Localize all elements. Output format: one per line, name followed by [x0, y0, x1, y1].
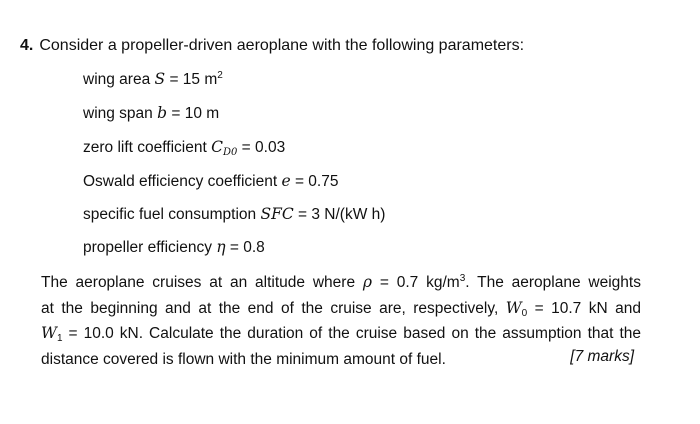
param-wing-span: wing span b = 10 m [83, 104, 220, 122]
param-wing-area: wing area S = 15 $m^2$ [83, 70, 223, 88]
param-specific-fuel-consumption: specific fuel consumption SFC = 3 N/(kW h) [83, 205, 386, 223]
param-propeller-efficiency: propeller efficiency η = 0.8 [83, 238, 265, 256]
marks-label: [7 marks] [570, 348, 634, 365]
param-zero-lift-coefficient: zero lift coefficient $C_{D0} = 0.03$ [83, 138, 286, 158]
problem-paragraph [41, 270, 641, 372]
paragraph-line-2: at the beginning and at the end of the cruise are, respectively, $W_0 = 10.7$ kN and [41, 298, 641, 319]
question-heading [20, 36, 524, 56]
paragraph-line-1: The aeroplane cruises at an altitude where ρ = 0.7 $kg/m^3$. The aeroplane weights [41, 273, 641, 291]
paragraph-line-3: $W_1 = 10.0$ kN. Calculate the duration of the cruise based on the assumption that the [41, 324, 641, 344]
paragraph-line-4: distance covered is flown with the minimum amount of fuel. [41, 350, 446, 368]
question-number: 4. [20, 37, 34, 54]
question-intro: Consider a propeller-driven aeroplane with the following parameters: [39, 37, 525, 54]
param-oswald-efficiency: Oswald efficiency coefficient e = 0.75 [83, 172, 339, 190]
